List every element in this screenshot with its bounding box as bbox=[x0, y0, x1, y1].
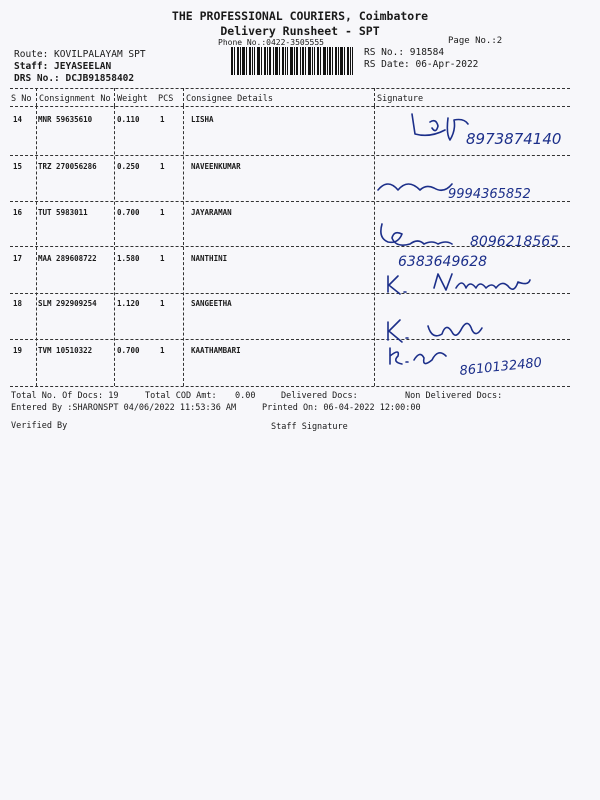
handwritten-phone: 6383649628 bbox=[398, 254, 488, 270]
handwritten-phone: 9994365852 bbox=[448, 187, 531, 202]
col-header-consignee: Consignee Details bbox=[186, 94, 273, 104]
row-sno: 14 bbox=[13, 115, 23, 124]
row-sno: 19 bbox=[13, 346, 23, 355]
rs-number: RS No.: 918584 bbox=[364, 47, 445, 58]
row-consignee: NAVEENKUMAR bbox=[191, 162, 241, 171]
row-weight: 0.700 bbox=[117, 208, 140, 217]
barcode bbox=[231, 47, 353, 75]
row-pcs: 1 bbox=[160, 115, 165, 124]
row-consignment: MNR 59635610 bbox=[38, 115, 93, 124]
rs-date: RS Date: 06-Apr-2022 bbox=[364, 59, 479, 70]
row-sno: 17 bbox=[13, 254, 23, 263]
row-pcs: 1 bbox=[160, 162, 165, 171]
row-sno: 16 bbox=[13, 208, 23, 217]
row-consignee: NANTHINI bbox=[191, 254, 228, 263]
total-docs: Total No. Of Docs: 19 bbox=[11, 391, 119, 401]
runsheet-title: Delivery Runsheet - SPT bbox=[220, 24, 380, 38]
col-header-signature: Signature bbox=[377, 94, 424, 104]
page-number: Page No.:2 bbox=[448, 36, 503, 46]
total-cod-label: Total COD Amt: bbox=[145, 391, 217, 401]
row-consignment: TVM 10510322 bbox=[38, 346, 93, 355]
row-sno: 15 bbox=[13, 162, 23, 171]
row-consignee: KAATHAMBARI bbox=[191, 346, 241, 355]
col-header-pcs: PCS bbox=[158, 94, 174, 104]
drs-number: DRS No.: DCJB91858402 bbox=[14, 73, 135, 84]
col-header-sno: S No bbox=[11, 94, 32, 104]
row-consignee: LISHA bbox=[191, 115, 214, 124]
row-weight: 1.580 bbox=[117, 254, 140, 263]
handwritten-phone: 8096218565 bbox=[470, 234, 560, 250]
row-pcs: 1 bbox=[160, 208, 165, 217]
row-sno: 18 bbox=[13, 299, 23, 308]
handwritten-phone: 8973874140 bbox=[466, 130, 562, 148]
column-divider bbox=[183, 88, 184, 106]
route: Route: KOVILPALAYAM SPT bbox=[14, 49, 146, 60]
verified-by: Verified By bbox=[11, 421, 68, 431]
row-pcs: 1 bbox=[160, 254, 165, 263]
row-weight: 0.110 bbox=[117, 115, 140, 124]
row-consignee: SANGEETHA bbox=[191, 299, 232, 308]
row-consignment: TUT 5983011 bbox=[38, 208, 88, 217]
row-consignment: MAA 289608722 bbox=[38, 254, 97, 263]
phone-number: Phone No.:0422-3505555 bbox=[218, 38, 324, 47]
col-header-consignment: Consignment No bbox=[39, 94, 111, 104]
row-pcs: 1 bbox=[160, 346, 165, 355]
non-delivered-docs: Non Delivered Docs: bbox=[405, 391, 503, 401]
row-weight: 0.250 bbox=[117, 162, 140, 171]
company-name: THE PROFESSIONAL COURIERS, Coimbatore bbox=[171, 9, 429, 23]
row-weight: 1.120 bbox=[117, 299, 140, 308]
col-header-weight: Weight bbox=[117, 94, 148, 104]
row-consignee: JAYARAMAN bbox=[191, 208, 232, 217]
entered-by: Entered By :SHARONSPT 04/06/2022 11:53:36 AM bbox=[11, 403, 237, 413]
column-divider bbox=[114, 88, 115, 106]
row-pcs: 1 bbox=[160, 299, 165, 308]
total-cod-value: 0.00 bbox=[235, 391, 256, 401]
table-top-rule bbox=[10, 88, 570, 89]
staff-name: Staff: JEYASEELAN bbox=[14, 61, 112, 72]
column-divider bbox=[36, 88, 37, 106]
handwritten-signatures bbox=[360, 100, 600, 390]
staff-signature: Staff Signature bbox=[271, 422, 348, 432]
delivered-docs: Delivered Docs: bbox=[281, 391, 358, 401]
row-weight: 0.700 bbox=[117, 346, 140, 355]
row-consignment: SLM 292909254 bbox=[38, 299, 97, 308]
row-consignment: TRZ 270056286 bbox=[38, 162, 97, 171]
handwritten-phone: 8610132480 bbox=[458, 355, 543, 379]
printed-on: Printed On: 06-04-2022 12:00:00 bbox=[262, 403, 421, 413]
